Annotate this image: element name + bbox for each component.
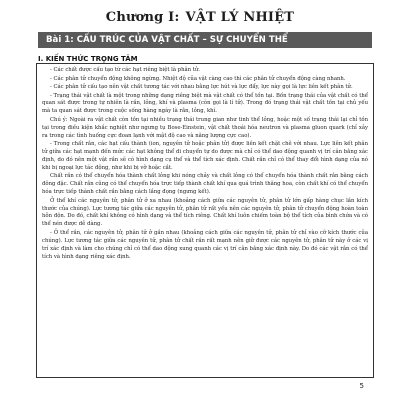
paragraph: - Trong chất rắn, các hạt cấu thành (ion, nguyên tử hoặc phân tử) được liên kết chặt chẽ với nhau. Lực liên kết phân tử giữa các hạt mạnh đến mức các hạt không thể di chuyển tự do được mà chỉ có thể dao động quanh vị trí cân bằng xác định, do đó nên một vật rắn sẽ có hình dạng cụ thể và thể tích xác định. Chất rắn chỉ có thể thay đổi hình dạng của nó khi bị ngoại lực tác động, như khi bị vỡ hoặc cắt. xyxy=(42,141,368,171)
chapter-name: VẬT LÝ NHIỆT xyxy=(185,10,295,25)
paragraph: - Các phân tử cấu tạo nên vật chất tương tác với nhau bằng lực hút và lực đẩy, lực này gọi là lực liên kết phân tử. xyxy=(50,84,353,90)
paragraph: Chất rắn có thể chuyển hóa thành chất lỏng khi nóng chảy và chất lỏng có thể chuyển hóa thành chất rắn bằng cách đông đặc. Chất rắn cũng có thể chuyển hóa trực tiếp thành chất khí qua quá trình thăng hoa, còn chất khí có thể chuyển hóa trực tiếp thành chất rắn bằng cách lắng đọng (ngưng kết). xyxy=(42,173,368,196)
paragraph: Ở thể khí các nguyên tử, phân tử ở xa nhau (khoảng cách giữa các nguyên tử, phân tử lớn gấp hàng chục lần kích thước của chúng). Lực tương tác giữa các nguyên tử, phân tử rất yếu nên các nguyên tử, phân tử chuyển động hoàn toàn hỗn độn. Do đó, chất khí không có hình dạng và thể tích riêng. Chất khí luôn chiếm toàn bộ thể tích của bình chứa và có thể nén được dễ dàng. xyxy=(42,197,368,228)
chapter-title xyxy=(10,10,390,25)
paragraph: - Các phân tử chuyển động không ngừng. Nhiệt độ của vật càng cao thì các phân tử chuyển động càng nhanh. xyxy=(50,75,346,82)
paragraph: - Ở thể rắn, các nguyên tử, phân tử ở gần nhau (khoảng cách giữa các nguyên tử, phân tử chỉ vào cỡ kích thước của chúng). Lực tương tác giữa các nguyên tử, phân tử chất rắn rất mạnh nên giữ được các nguyên tử, phân tử này ở các vị trí xác định và làm cho chúng chỉ có thể dao động xung quanh các vị trí cân bằng xác định này. Do đó các vật rắn có thể tích và hình dạng riêng xác định. xyxy=(42,229,368,260)
paragraph: Chú ý: Ngoài ra vật chất còn tồn tại nhiều trạng thái trung gian như tinh thể lỏng, hoặc một số trạng thái lại chỉ tồn tại trong điều kiện khắc nghiệt như ngưng tụ Bose-Einstein, vật chất thoái hóa neutron và plasma gluon quark (chỉ xảy ra trong các tình huống cực đoan lạnh với mật độ cao và năng lượng cực cao). xyxy=(42,116,368,139)
lesson-title: Bài 1: CẤU TRÚC CỦA VẬT CHẤT – SỰ CHUYỂN THỂ xyxy=(46,35,288,45)
page-number: 5 xyxy=(359,382,364,390)
paragraph: - Trạng thái vật chất là một trong những dạng riêng biệt mà vật chất có thể tồn tại. Bốn trạng thái của vật chất có thể quan sát được trong tự nhiên là rắn, lỏng, khí và plasma (còn gọi là lí tử). Trong đó trạng thái vật chất tồn tại chủ yếu mà ta quan sát được trong cuộc sống hàng ngày là rắn, lỏng, khí. xyxy=(42,92,368,115)
book-page xyxy=(10,4,390,398)
section-heading: I. KIẾN THỨC TRỌNG TÂM xyxy=(38,55,138,63)
lesson-title-bar xyxy=(38,32,372,48)
content-box xyxy=(36,63,374,378)
chapter-label: Chương I: xyxy=(105,10,180,25)
paragraph: - Các chất được cấu tạo từ các hạt riêng biệt là phân tử. xyxy=(50,67,200,73)
